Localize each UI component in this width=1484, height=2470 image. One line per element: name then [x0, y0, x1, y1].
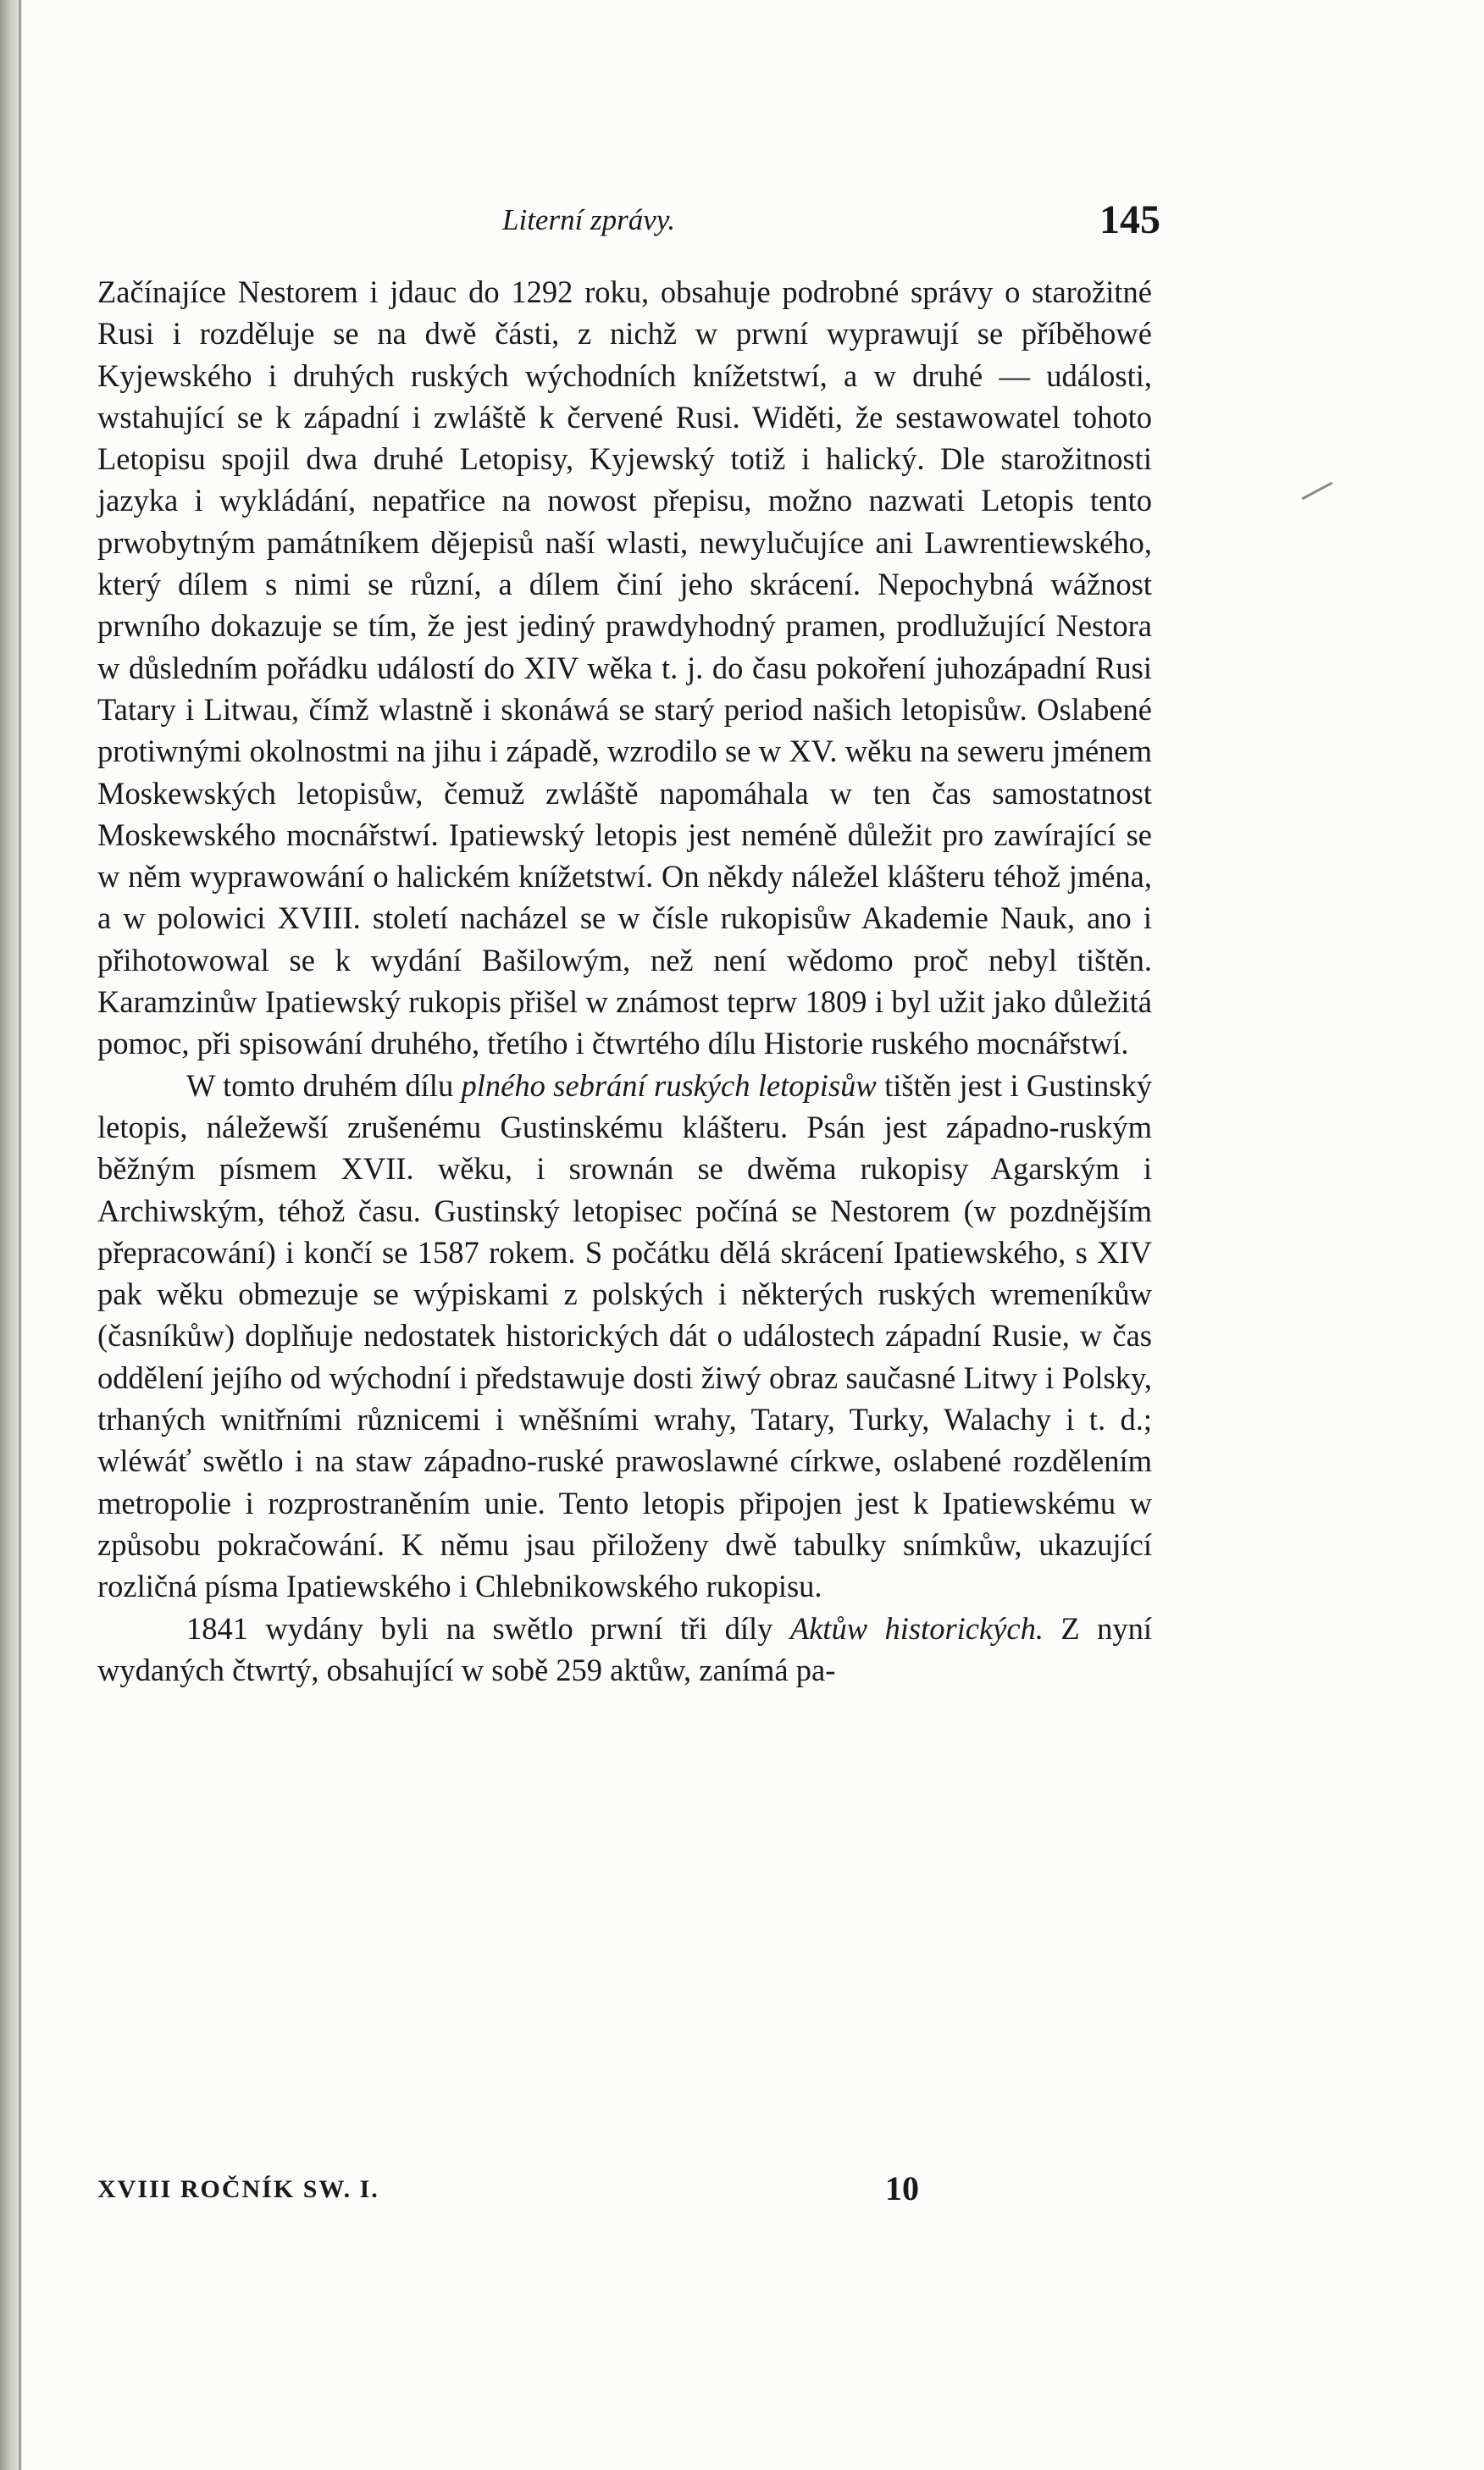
printer-signature: XVIII ROČNÍK SW. I. — [97, 2175, 379, 2203]
margin-pencil-mark — [1302, 482, 1333, 500]
paragraph-3-rest: Z nyní wydaných čtwrtý, obsahující w sobě 259 aktůw, zanímá pa- — [97, 1610, 1153, 1687]
paragraph-2-rest: tištěn jest i Gustinský letopis, náležewší zrušenému Gustinskému klášteru. Psán jest západno-ruským běžným písmem XVII. wěku, i srownán se dwěma rukopisy Agarským i Archiwským, téhož času. Gustinský letopisec počíná se Nestorem (w pozdnějším přepracowání) i končí se 1587 rokem. S počátku dělá skrácení Ipatiewského, s XIV pak wěku obmezuje se wýpiskami z polských i některých ruských wremeníkůw (časníkůw) doplňuje nedostatek historických dát o událostech západní Rusie, w čas oddělení jejího od wýchodní i předstawuje dosti žiwý obraz saučasné Litwy i Polsky, trhaných wnitřními různicemi i wněšními wrahy, Tatary, Turky, Walachy i t. d.; wléwáť swětlo i na staw západno-ruské prawoslawné církwe, oslabené rozdělením metropolie i rozprostraněním unie. Tento letopis připojen jest k Ipatiewskému w způsobu pokračowání. K němu jsau přiloženy dwě tabulky snímkůw, ukazující rozličná písma Ipatiewského i Chlebnikowského rukopisu. — [97, 1067, 1152, 1604]
paragraph-3-italic-title: Aktůw historických. — [789, 1610, 1044, 1646]
paragraph-2-prefix: W tomto druhém dílu — [186, 1067, 462, 1103]
page-footer — [97, 2168, 1152, 2219]
body-text — [97, 271, 1152, 1691]
running-title: Literní zprávy. — [502, 203, 676, 236]
paragraph-3 — [97, 1608, 1152, 1692]
binding-edge — [19, 0, 21, 2470]
paragraph-3-prefix: 1841 wydány byli na swětlo prwní tři díly — [186, 1610, 790, 1646]
page-number: 145 — [1099, 197, 1160, 242]
page-header — [97, 197, 1160, 252]
paragraph-2 — [97, 1065, 1152, 1608]
paragraph-1: Začínajíce Nestorem i jdauc do 1292 roku, obsahuje podrobné správy o starožitné Rusi i rozděluje se na dwě části, z nichž w prwní wyprawují se příběhowé Kyjewského i druhých ruských wýchodních knížetstwí, a w druhé — události, wstahující se k západní i zwláště k červené Rusi. Widěti, že sestawowatel tohoto Letopisu spojil dwa druhé Letopisy, Kyjewský totiž i halický. Dle starožitnosti jazyka i wykládání, nepatřice na nowost přepisu, možno nazwati Letopis tento prwobytným památníkem dějepisů naší wlasti, newylučujíce ani Lawrentiewského, který dílem s nimi se různí, a dílem činí jeho skrácení. Nepochybná wážnost prwního dokazuje se tím, že jest jediný prawdyhodný pramen, prodlužující Nestora w důsledním pořádku událostí do XIV wěka t. j. do času pokoření juhozápadní Rusi Tatary i Litwau, čímž wlastně i skonáwá se starý period našich letopisůw. Oslabené protiwnými okolnostmi na jihu i západě, wzrodilo se w XV. wěku na seweru jménem Moskewských letopisůw, čemuž zwláště napomáhala w ten čas samostatnost Moskewského mocnářstwí. Ipatiewský letopis jest neméně důležit pro zawírající se w něm wyprawowání o halickém knížetstwí. On někdy náležel klášteru téhož jména, a w polowici XVIII. století nacházel se w čísle rukopisůw Akademie Nauk, ano i přihotowowal se k wydání Bašilowým, než není wědomo proč nebyl tištěn. Karamzinůw Ipatiewský rukopis přišel w známost teprw 1809 i byl užit jako důležitá pomoc, při spisowání druhého, třetího i čtwrtého dílu Historie ruského mocnářstwí. — [97, 274, 1152, 1061]
paragraph-2-italic-title: plného sebrání ruských letopisůw — [461, 1067, 877, 1103]
sheet-number: 10 — [885, 2169, 919, 2207]
